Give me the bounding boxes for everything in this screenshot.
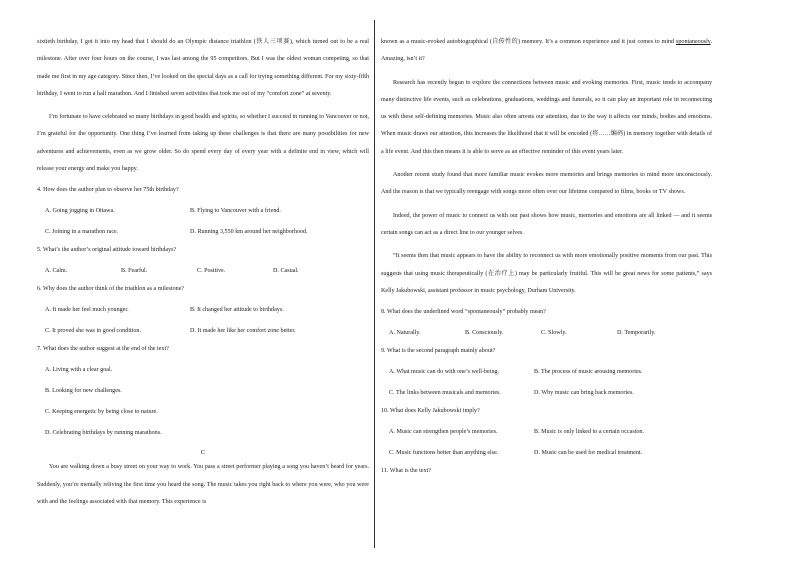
passage-c-paragraph: Indeed, the power of music to connect us with our past shows how music, memories and emotions are all linked — and it seems certain songs can act as a direct line to our younger selves. bbox=[381, 212, 712, 236]
question-9: 9. What is the second paragraph mainly about? bbox=[381, 348, 496, 355]
text-run: known as a music-evoked autobiographical (自传性的) memory. It’s a common experience and it just comes to mind bbox=[381, 39, 676, 45]
underlined-word: spontaneously bbox=[675, 39, 711, 45]
question-4: 4. How does the author plan to observe her 75th birthday? bbox=[37, 187, 179, 194]
option-a: A. Calm. bbox=[45, 268, 68, 275]
option-d: D. It made her like her comfort zone better. bbox=[190, 328, 296, 335]
passage-b-paragraph: sixtieth birthday, I got it into my head that I should do an Olympic distance triathlon (铁人三项赛), which turned out to be a real milestone. After over four hours on the course, I was last among the 95 competitors. But I was the oldest woman competing, so that made me first in my age category. Since then, I’ve looked on the special days as a call for trying something different. For my sixty-fifth birthday, I went to run a half marathon. And I finished seven activities that took me out of my “comfort zone” at seventy. bbox=[37, 39, 369, 97]
question-4-options bbox=[37, 205, 369, 217]
passage-c-paragraph: You are walking down a busy street on your way to work. You pass a street performer playing a song you haven’t heard for years. Suddenly, you’re mentally reliving the first time you heard the song. The music takes you right back to where you were, who you were with and the feelings associated with that memory. This experience is bbox=[37, 464, 369, 505]
right-column bbox=[381, 34, 712, 477]
option-b: B. Flying to Vancouver with a friend. bbox=[190, 208, 281, 215]
passage-c-paragraph bbox=[381, 34, 712, 69]
option-d: D. Music can be used for medical treatment. bbox=[534, 450, 643, 457]
passage-c-paragraph: Research has recently begun to explore the connections between music and evoking memories. First, music tends to accompany many distinctive life events, such as celebrations, graduations, weddings and funerals, so it can play an important role in reconnecting us with these self-defining memories. Music also often arrests our attention, due to the way it affects our minds, bodies and emotions. When music draws our attention, this increases the likelihood that it will be encoded (将……编码) in memory together with details of a life event. And this then means it is able to serve as an effective reminder of this event years later. bbox=[381, 79, 712, 155]
question-10: 10. What does Kelly Jakubowski imply? bbox=[381, 408, 480, 415]
question-6: 6. Why does the author think of the triathlon as a milestone? bbox=[37, 286, 185, 293]
option-b: B. Music is only linked to a certain occasion. bbox=[534, 429, 645, 436]
question-8: 8. What does the underlined word “spontaneously” probably mean? bbox=[381, 309, 546, 316]
option-a: A. Music can strengthen people’s memories. bbox=[389, 429, 498, 436]
option-c: C. Keeping energetic by being close to nature. bbox=[45, 409, 158, 416]
passage-b-paragraph: I’m fortunate to have celebrated so many birthdays in good health and spirits, so whether I succeed in running to Vancouver or not, I’m grateful for the opportunity. One thing I’ve learned from taking up these challenges is that there are many possibilities for new adventures and achievements, even as we grow older. So do spend every day of every year with a definite end in view, which will release your energy and make you happy. bbox=[37, 114, 369, 173]
question-8-options bbox=[381, 327, 712, 339]
option-b: B. The process of music arousing memories. bbox=[534, 369, 643, 376]
left-column bbox=[37, 34, 369, 511]
passage-c-paragraph: “It seems then that music appears to have the ability to reconnect us with more emotionally positive moments from our past. This suggests that using music therapeutically (在治疗上) may be particularly fruitful. This will be great news for some patients,” says Kelly Jakubowski, assistant professor in music psychology, Durham University. bbox=[381, 253, 712, 294]
question-6-options bbox=[37, 325, 369, 337]
option-d: D. Temporarily. bbox=[617, 330, 656, 337]
question-10-options bbox=[381, 426, 712, 438]
option-a: A. Living with a clear goal. bbox=[45, 367, 113, 374]
option-c: C. Positive. bbox=[197, 268, 226, 275]
passage-c-paragraph: Another recent study found that more familiar music evokes more memories and brings memories to mind more unconsciously. And the reason is that we typically reengage with songs more often over our lifetime compared to films, books or TV shows. bbox=[381, 172, 712, 196]
question-11: 11. What is the text? bbox=[381, 468, 431, 475]
option-d: D. Running 3,550 km around her neighborhood. bbox=[190, 229, 308, 236]
option-d: D. Casual. bbox=[273, 268, 299, 275]
option-c: C. The links between musicals and memories. bbox=[389, 390, 501, 397]
option-c: C. It proved she was in good condition. bbox=[45, 328, 141, 335]
option-a: A. Going jogging in Ottawa. bbox=[45, 208, 115, 215]
option-b: B. Consciously. bbox=[465, 330, 504, 337]
option-a: A. What music can do with one’s well-being. bbox=[389, 369, 500, 376]
option-b: B. Fearful. bbox=[121, 268, 148, 275]
option-b: B. It changed her attitude to birthdays. bbox=[190, 307, 284, 314]
option-c: C. Joining in a marathon race. bbox=[45, 229, 119, 236]
question-4-options bbox=[37, 226, 369, 238]
option-d: D. Why music can bring back memories. bbox=[534, 390, 634, 397]
option-b: B. Looking for new challenges. bbox=[45, 388, 122, 395]
option-d: D. Celebrating birthdays by running marathons. bbox=[45, 430, 162, 437]
section-heading: C bbox=[200, 449, 206, 457]
option-c: C. Music functions better than anything else. bbox=[389, 450, 499, 457]
option-c: C. Slowly. bbox=[541, 330, 567, 337]
option-a: A. Naturally. bbox=[389, 330, 421, 337]
question-9-options bbox=[381, 366, 712, 378]
text-run: . Amazing, isn’t it? bbox=[381, 39, 712, 63]
question-10-options bbox=[381, 447, 712, 459]
question-7: 7. What does the author suggest at the end of the text? bbox=[37, 346, 169, 353]
column-divider bbox=[374, 20, 375, 548]
question-5-options bbox=[37, 265, 369, 277]
question-5: 5. What’s the author’s original attitude toward birthdays? bbox=[37, 247, 177, 254]
option-a: A. It made her feel much younger. bbox=[45, 307, 129, 314]
question-9-options bbox=[381, 387, 712, 399]
question-6-options bbox=[37, 304, 369, 316]
